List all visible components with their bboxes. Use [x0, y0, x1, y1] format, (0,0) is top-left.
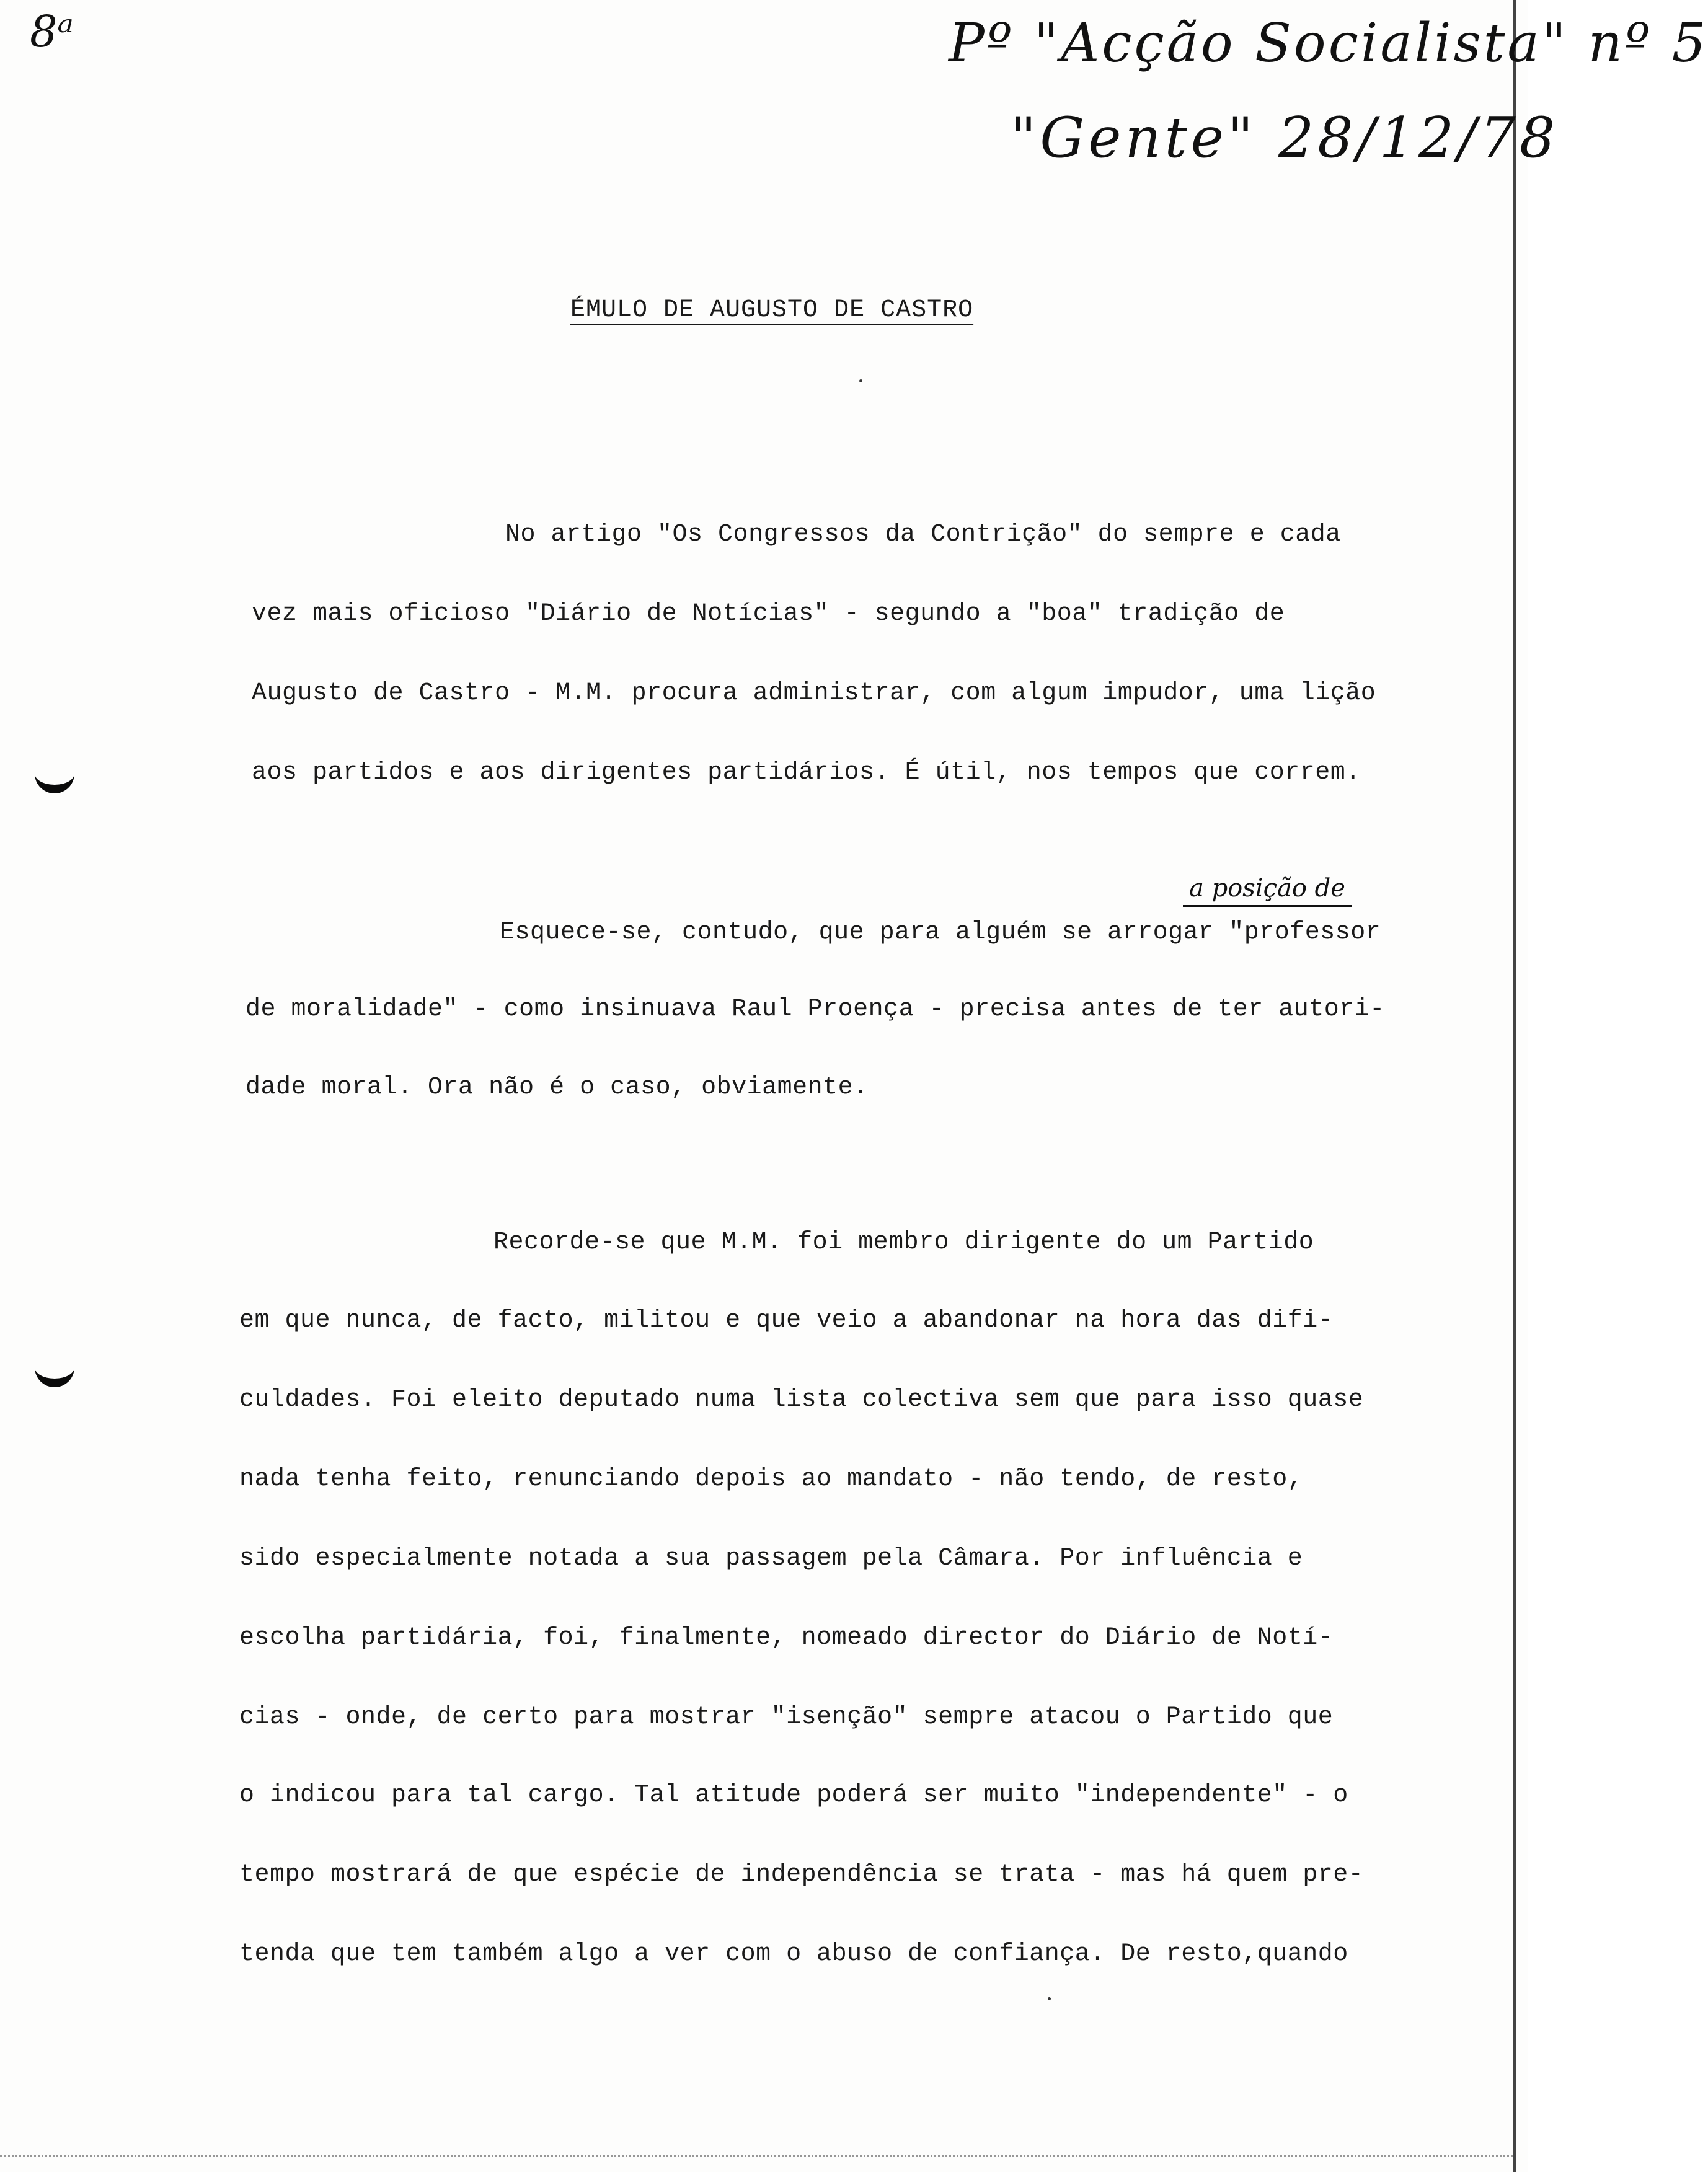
text-line: tempo mostrará de que espécie de independência se trata - mas há quem pre-	[239, 1861, 1364, 1889]
handwritten-insertion: a posição de	[1183, 874, 1352, 907]
text-line: o indicou para tal cargo. Tal atitude poderá ser muito "independente" - o	[239, 1781, 1348, 1809]
text-line: tenda que tem também algo a ver com o abuso de confiança. De resto,quando	[239, 1940, 1348, 1968]
handwritten-date-note: "Gente" 28/12/78	[1011, 105, 1559, 170]
speck	[859, 379, 862, 382]
corner-handwritten-mark: 8ᵃ	[30, 6, 74, 57]
text-line: dade moral. Ora não é o caso, obviamente.	[246, 1074, 869, 1101]
text-line: escolha partidária, foi, finalmente, nomeado director do Diário de Notí-	[239, 1624, 1334, 1652]
punch-hole-mark	[35, 769, 74, 793]
scan-edge-right	[1513, 0, 1516, 2172]
text-line: de moralidade" - como insinuava Raul Proença - precisa antes de ter autori-	[246, 996, 1385, 1023]
text-line: No artigo "Os Congressos da Contrição" do sempre e cada	[505, 521, 1341, 549]
punch-hole-mark	[35, 1362, 74, 1387]
text-line: nada tenha feito, renunciando depois ao mandato - não tendo, de resto,	[239, 1465, 1303, 1493]
text-line: aos partidos e aos dirigentes partidários. É útil, nos tempos que correm.	[252, 759, 1361, 787]
text-line: Recorde-se que M.M. foi membro dirigente do um Partido	[493, 1229, 1314, 1256]
speck	[1048, 1997, 1051, 2000]
document-title: ÉMULO DE AUGUSTO DE CASTRO	[570, 296, 974, 324]
text-line: Esquece-se, contudo, que para alguém se arrogar "professor	[500, 919, 1381, 947]
scan-edge-bottom	[0, 2155, 1513, 2158]
text-line: culdades. Foi eleito deputado numa lista colectiva sem que para isso quase	[239, 1386, 1364, 1414]
text-line: em que nunca, de facto, militou e que veio a abandonar na hora das difi-	[239, 1307, 1334, 1335]
text-line: vez mais oficioso "Diário de Notícias" - segundo a "boa" tradição de	[252, 600, 1285, 628]
text-line: sido especialmente notada a sua passagem pela Câmara. Por influência e	[239, 1545, 1303, 1573]
handwritten-source-note: Pº "Acção Socialista" nº 5	[949, 12, 1708, 74]
text-line: Augusto de Castro - M.M. procura administrar, com algum impudor, uma lição	[252, 679, 1376, 707]
text-line: cias - onde, de certo para mostrar "isenção" sempre atacou o Partido que	[239, 1703, 1334, 1731]
